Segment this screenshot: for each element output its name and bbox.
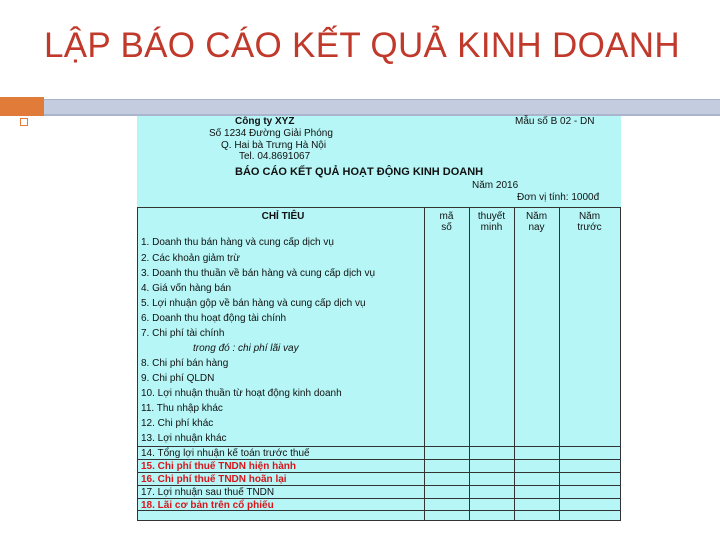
table-row: 3. Doanh thu thuần về bán hàng và cung cấp dịch vụ: [141, 268, 376, 279]
table-row: 1. Doanh thu bán hàng và cung cấp dịch vụ: [141, 237, 334, 248]
report-document: [137, 116, 621, 521]
header-thuyet-minh: thuyết minh: [477, 211, 506, 233]
table-row: 6. Doanh thu hoạt động tài chính: [141, 313, 287, 324]
table-row: 14. Tổng lợi nhuận kế toán trước thuế: [141, 448, 310, 459]
table-row: trong đó : chi phí lãi vay: [193, 343, 299, 354]
report-year: Năm 2016: [472, 180, 519, 191]
table-row: 17. Lợi nhuận sau thuế TNDN: [141, 487, 275, 498]
form-code: Mẫu số B 02 - DN: [515, 116, 595, 127]
header-ma-so: mã số: [439, 211, 454, 233]
table-row: 7. Chi phí tài chính: [141, 328, 225, 339]
table-row: 8. Chi phí bán hàng: [141, 358, 229, 369]
table-row: 18. Lãi cơ bản trên cổ phiếu: [141, 500, 274, 511]
company-phone: Tel. 04.8691067: [239, 151, 311, 162]
bullet-marker: [20, 118, 28, 126]
table-row: 2. Các khoản giảm trừ: [141, 253, 240, 264]
accent-bar-blue: [44, 99, 720, 116]
accent-bar-orange: [0, 97, 44, 116]
table-row: 16. Chi phí thuế TNDN hoãn lại: [141, 474, 287, 485]
table-row: 12. Chi phí khác: [141, 418, 214, 429]
table-row: 11. Thu nhập khác: [141, 403, 223, 414]
slide-title: LẬP BÁO CÁO KẾT QUẢ KINH DOANH: [44, 26, 680, 65]
table-row: 15. Chi phí thuế TNDN hiện hành: [141, 461, 296, 472]
header-chi-tieu: CHỈ TIÊU: [261, 211, 305, 222]
company-name: Công ty XYZ: [235, 116, 295, 127]
table-row: 9. Chi phí QLDN: [141, 373, 215, 384]
table-row: 10. Lợi nhuận thuần từ hoạt động kinh doanh: [141, 388, 342, 399]
company-address-2: Q. Hai bà Trưng Hà Nội: [221, 140, 327, 151]
table-row: 5. Lợi nhuận gộp về bán hàng và cung cấp dịch vụ: [141, 298, 366, 309]
header-nam-truoc: Năm trước: [577, 211, 602, 233]
table-row: 4. Giá vốn hàng bán: [141, 283, 232, 294]
report-title: BÁO CÁO KẾT QUẢ HOẠT ĐỘNG KINH DOANH: [235, 166, 484, 178]
report-unit: Đơn vị tính: 1000đ: [517, 192, 600, 203]
company-address-1: Số 1234 Đường Giải Phóng: [209, 128, 333, 139]
table-row: 13. Lợi nhuận khác: [141, 433, 227, 444]
report-table: [137, 207, 621, 521]
header-nam-nay: Năm nay: [525, 211, 548, 233]
